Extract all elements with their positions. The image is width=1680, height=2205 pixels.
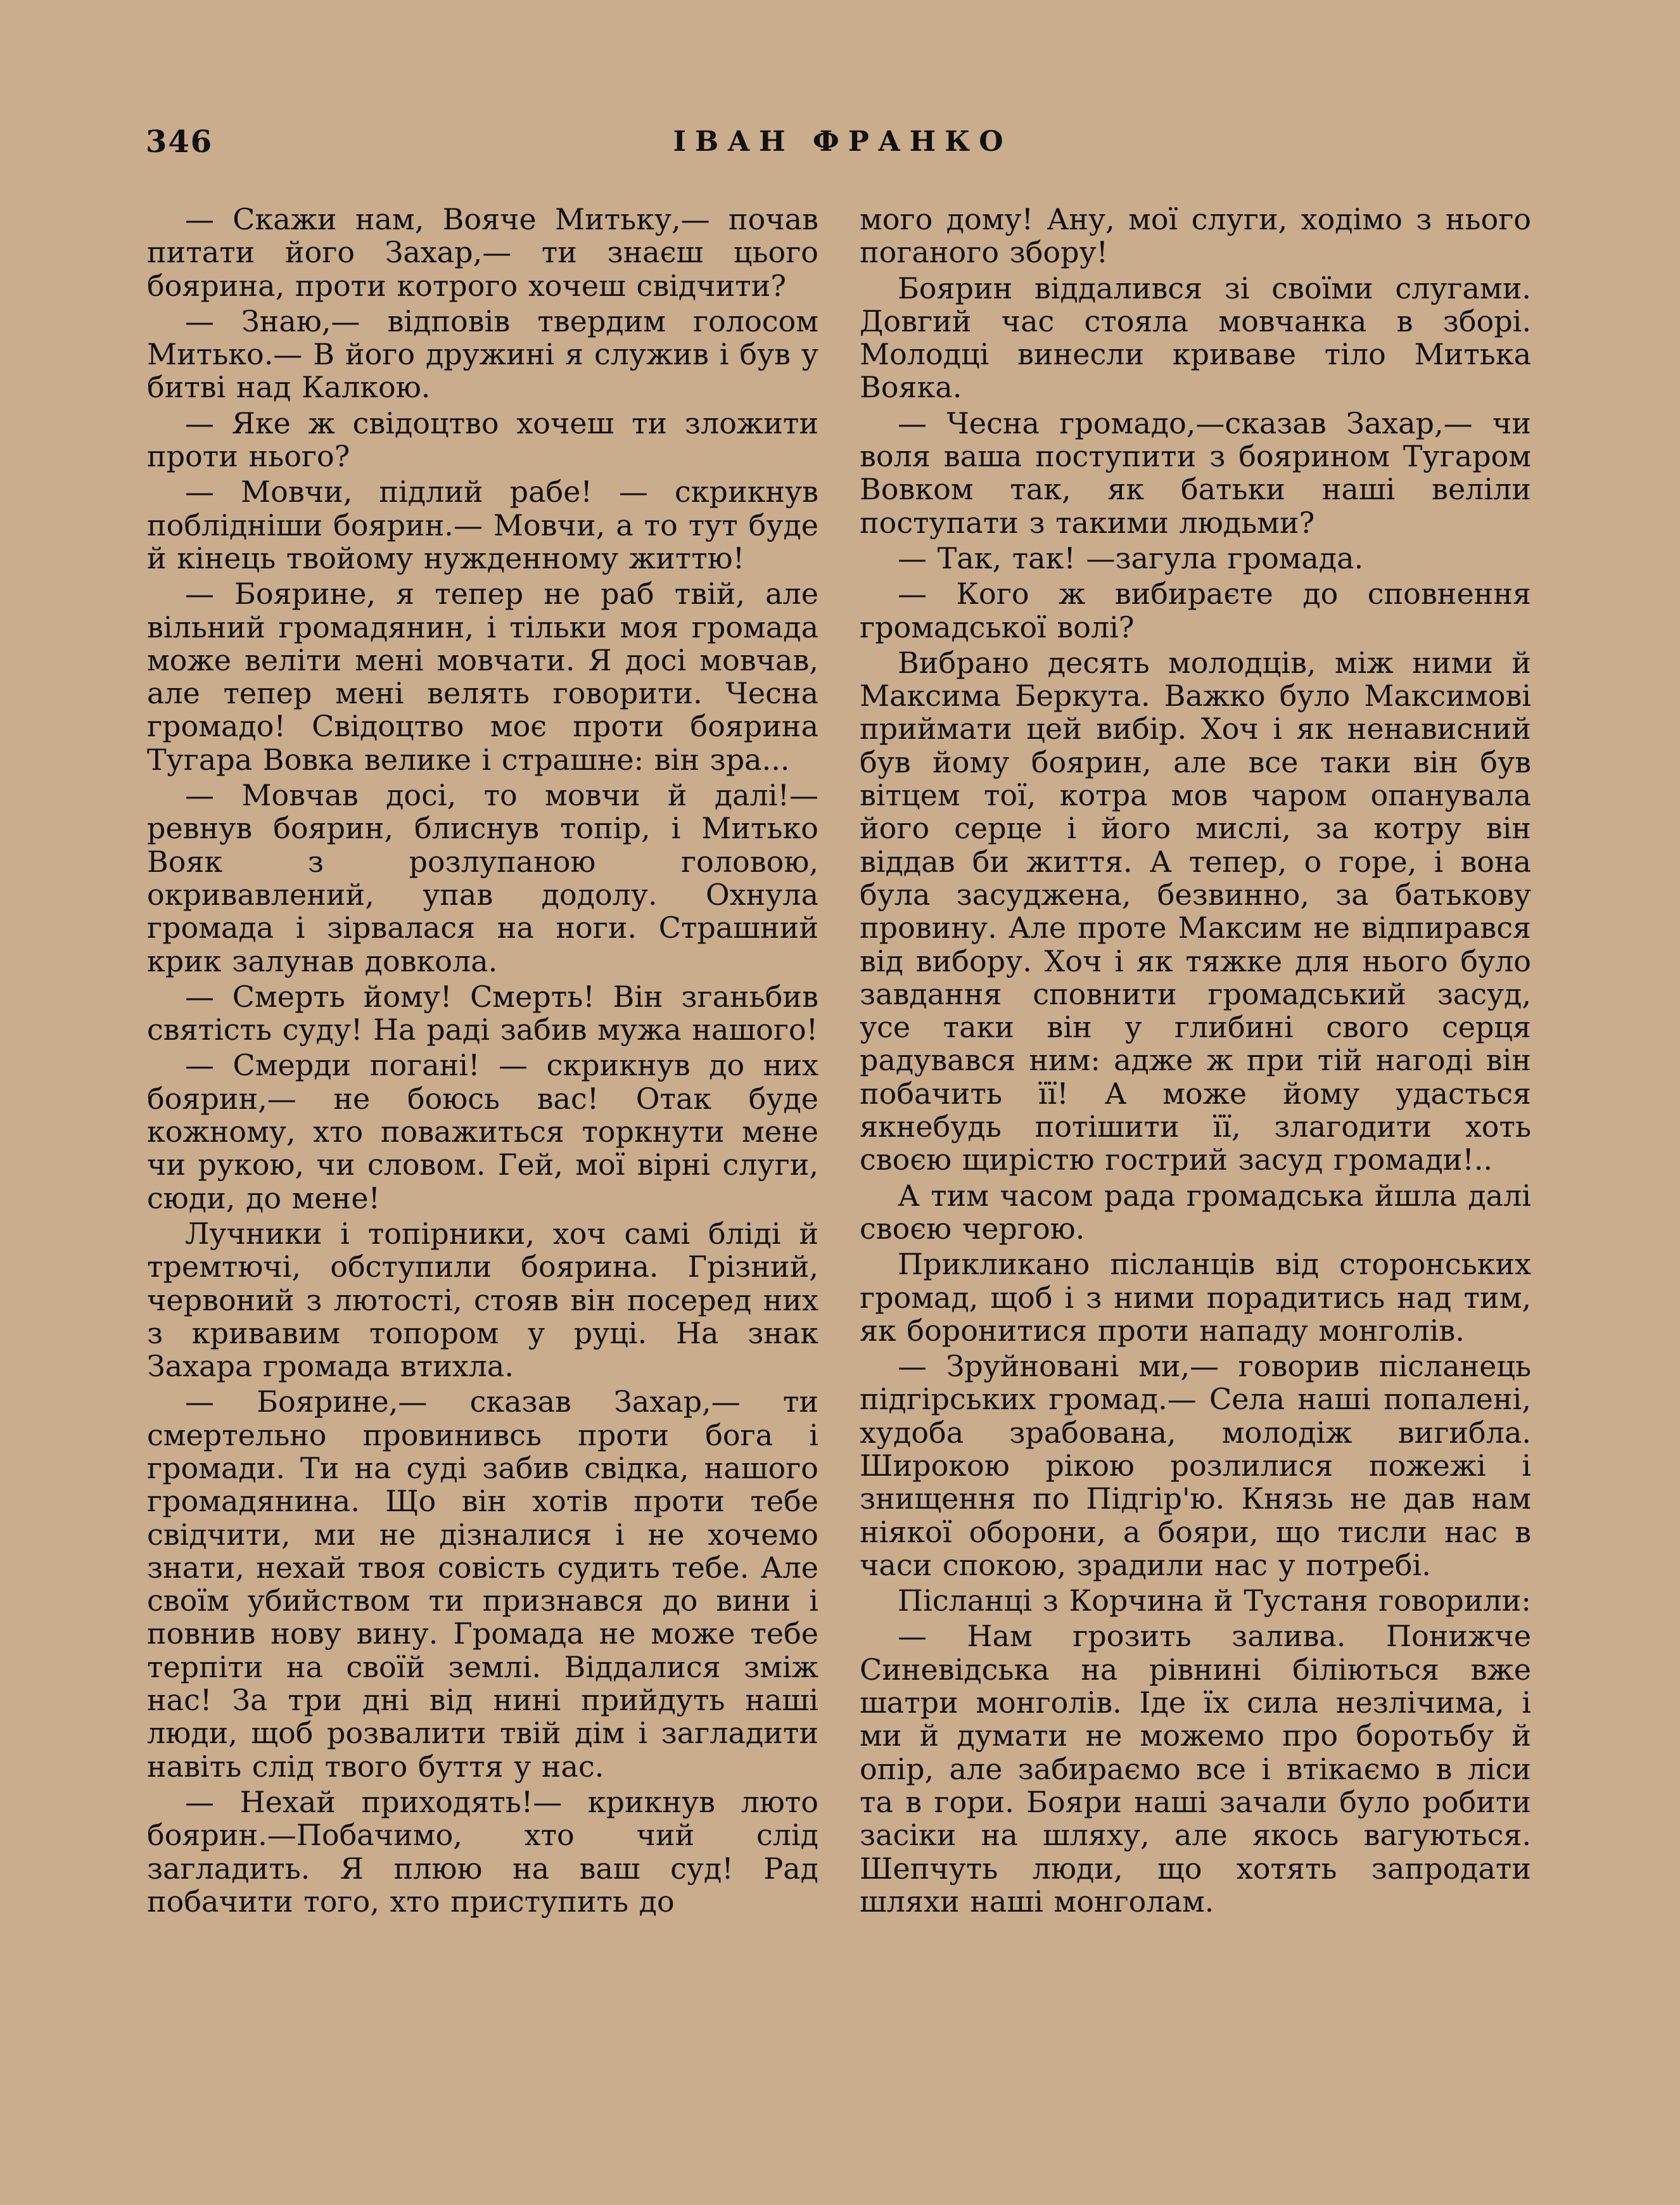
paragraph: Прикликано післанців від сторонських громад, щоб і з ними порадитись над тим, як боронитися проти нападу монголів. xyxy=(860,1247,1531,1348)
paragraph: — Мовчи, підлий рабе! — скрикнув поблідніши боярин.— Мовчи, а то тут буде й кінець твойому нужденному життю! xyxy=(147,475,818,575)
paragraph: Післанці з Корчина й Тустаня говорили: xyxy=(898,1583,1531,1618)
paragraph: — Бояpине,— сказав Захар,— ти смертельно провинивсь проти бога і громади. Ти на суді забив свідка, нашого громадянина. Що він хотів проти тебе свідчити, ми не дізналися і не хочемо знати, нехай твоя совість судить тебе. Але своїм убийством ти признався до вини і повнив нову вину. Громада не може тебе терпіти на своїй землі. Віддалися зміж нас! За три дні від нині прийдуть наші люди, щоб розвалити твій дім і загладити навіть слід твого буття у нас. xyxy=(147,1384,818,1784)
paragraph: Вибрано десять молодців, між ними й Максима Беркута. Важко було Максимові приймати цей вибір. Хоч і як ненависний був йому боярин, але все таки він був вітцем тої, котра мов чаром опанувала його серце і його мислі, за котру він віддав би життя. А тепер, о горе, і вона була засуджена, безвинно, за батькову провину. Але проте Максим не відпирався від вибору. Хоч і як тяжке для нього було завдання сповнити громадський засуд, усе таки він у глибині свого серця радувався ним: адже ж при тій нагоді він побачить її! А може йому удасться якнебудь потішити її, злагодити хоть своєю щирістю гострий засуд громади!.. xyxy=(860,645,1531,1177)
right-column xyxy=(860,203,1531,1921)
page-number: 346 xyxy=(146,124,213,160)
paragraph: — Чесна громадо,—сказав Захар,— чи воля ваша поступити з боярином Тугаром Вовком так, як батьки наші веліли поступати з такими людьми? xyxy=(860,406,1531,540)
paragraph: А тим часом рада громадська йшла далі своєю чергою. xyxy=(860,1178,1531,1246)
paragraph: — Зруйновані ми,— говорив післанець підгірських громад.— Села наші попалені, худоба зрабована, молодіж вигибла. Широкою рікою розлилися пожежі і знищення по Підгір'ю. Князь не дав нам ніякої оборони, а бояри, що тисли нас в часи спокою, зрадили нас у потребі. xyxy=(860,1349,1531,1582)
paragraph: Боярин віддалився зі своїми слугами. Довгий час стояла мовчанка в зборі. Молодці винесли криваве тіло Митька Вояка. xyxy=(860,271,1531,405)
running-head: ІВАН ФРАНКО xyxy=(673,125,1012,158)
paragraph: — Так, так! —загула громада. xyxy=(898,540,1364,575)
paragraph: — Кого ж вибираєте до сповнення громадської волі? xyxy=(860,577,1531,644)
paragraph: — Мовчав досі, то мовчи й далі!— ревнув боярин, блиснув топір, і Митько Вояк з розлупаною головою, окривавлений, упав додолу. Охнула громада і зірвалася на ноги. Страшний крик залунав довкола. xyxy=(147,778,818,978)
paragraph: — Нам грозить залива. Понижче Синевідська на рівнині біліються вже шатри монголів. Іде їх сила незлічима, і ми й думати не можемо про боротьбу й опір, але забираємо все і втікаємо в ліси та в гори. Бояри наші зачали було робити засіки на шляху, але якось вагуються. Шепчуть люди, що хотять запродати шляхи наші монголам. xyxy=(860,1619,1531,1919)
paragraph: — Бояpине, я тепер не раб твій, але вільний громадянин, і тільки моя громада може веліти мені мовчати. Я досі мовчав, але тепер мені велять говорити. Чесна громадо! Свідоцтво моє проти боярина Тугара Вовка велике і страшне: він зра... xyxy=(147,577,818,777)
left-column xyxy=(147,203,818,1921)
paragraph: Лучники і топірники, хоч самі бліді й тремтючі, обступили боярина. Грізний, червоний з лютості, стояв він посеред них з кривавим топором у руці. На знак Захара громада втихла. xyxy=(147,1216,818,1384)
paragraph: — Скажи нам, Вояче Митьку,— почав питати його Захар,— ти знаєш цього боярина, проти котрого хочеш свідчити? xyxy=(147,202,818,303)
paragraph: — Знаю,— відповів твердим голосом Митько.— В його дружині я служив і був у битві над Калкою. xyxy=(147,304,818,405)
paragraph: — Смерди погані! — скрикнув до них боярин,— не боюсь вас! Отак буде кожному, хто поважиться торкнути мене чи рукою, чи словом. Гей, мої вірні слуги, сюди, до мене! xyxy=(147,1048,818,1215)
paragraph: — Нехай приходять!— крикнув люто боярин.—Побачимо, хто чий слід загладить. Я плюю на ваш суд! Рад побачити того, хто приступить до xyxy=(147,1784,818,1919)
page-header xyxy=(146,124,1539,169)
paragraph: — Смерть йому! Смерть! Він зганьбив святість суду! На раді забив мужа нашого! xyxy=(147,979,818,1047)
paragraph: — Яке ж свідоцтво хочеш ти зложити проти нього? xyxy=(147,406,818,474)
paragraph-continuation: мого дому! Ану, мої слуги, ходімо з нього поганого збору! xyxy=(860,202,1531,270)
